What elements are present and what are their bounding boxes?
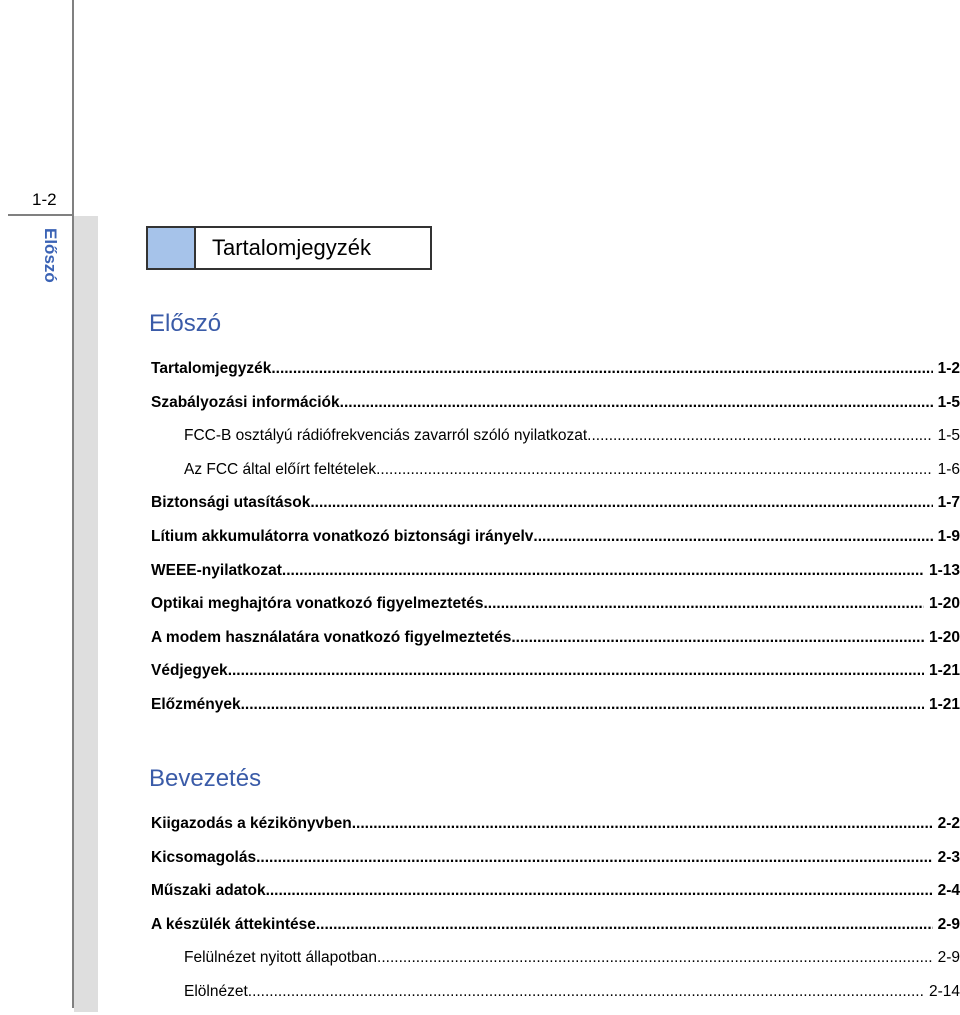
toc-leader-dots xyxy=(282,560,924,582)
toc-entry[interactable] xyxy=(151,880,960,902)
toc-entry[interactable] xyxy=(184,459,960,481)
toc-entry-page: 1-21 xyxy=(928,662,960,680)
toc-entry[interactable] xyxy=(151,627,960,649)
toc-entry[interactable] xyxy=(151,813,960,835)
toc-entry[interactable] xyxy=(151,660,960,682)
toc-entry[interactable] xyxy=(151,526,960,548)
section-heading-bevezetes: Bevezetés xyxy=(149,765,262,792)
toc-leader-dots xyxy=(248,981,924,1003)
toc-entry-page: 2-9 xyxy=(937,949,960,967)
toc-entry-page: 1-20 xyxy=(928,628,960,646)
toc-entry-label: Műszaki adatok xyxy=(151,882,266,900)
section-heading-eloszo: Előszó xyxy=(149,310,222,337)
toc-entry[interactable] xyxy=(184,981,960,1003)
side-tab-label: Előszó xyxy=(41,228,60,283)
toc-leader-dots xyxy=(511,627,924,649)
toc-entry-page: 1-13 xyxy=(928,561,960,579)
toc-leader-dots xyxy=(241,694,924,716)
toc-leader-dots xyxy=(310,492,932,514)
toc-leader-dots xyxy=(256,847,932,869)
toc-entry-label: Optikai meghajtóra vonatkozó figyelmeztetés xyxy=(151,595,484,613)
toc-entry[interactable] xyxy=(151,914,960,936)
toc-entry-label: WEEE-nyilatkozat xyxy=(151,561,282,579)
toc-leader-dots xyxy=(271,358,932,380)
toc-entry-page: 2-9 xyxy=(937,915,960,933)
toc-leader-dots xyxy=(316,914,933,936)
toc-entry-label: Védjegyek xyxy=(151,662,228,680)
toc-entry-page: 1-7 xyxy=(937,494,960,512)
toc-entry-page: 2-14 xyxy=(928,983,960,1000)
toc-entry-label: Kicsomagolás xyxy=(151,848,257,866)
toc-entry-label: FCC-B osztályú rádiófrekvenciás zavarról szóló nyilatkozat xyxy=(184,427,588,445)
toc-entry-page: 1-20 xyxy=(928,595,960,613)
toc-leader-dots xyxy=(352,813,933,835)
toc-entry[interactable] xyxy=(184,947,960,969)
toc-entry-page: 1-5 xyxy=(937,393,960,411)
toc-leader-dots xyxy=(483,593,923,615)
toc-title-box xyxy=(146,226,432,270)
toc-entry[interactable] xyxy=(151,593,960,615)
toc-entry-label: Kiigazodás a kézikönyvben xyxy=(151,815,352,832)
toc-entry[interactable] xyxy=(151,694,960,716)
toc-entry-page: 1-5 xyxy=(937,427,960,445)
toc-entry-label: Biztonsági utasítások xyxy=(151,494,311,512)
page-title: Tartalomjegyzék xyxy=(212,235,371,260)
toc-leader-dots xyxy=(377,947,933,969)
toc-entry-page: 2-4 xyxy=(937,882,960,900)
page-number: 1-2 xyxy=(32,190,57,209)
toc-leader-dots xyxy=(376,459,932,481)
toc-entry-label: A készülék áttekintése xyxy=(151,915,316,933)
toc-entry-page: 1-6 xyxy=(937,460,960,478)
toc-entry-page: 2-3 xyxy=(937,848,960,866)
toc-entry[interactable] xyxy=(151,847,960,869)
toc-entry[interactable] xyxy=(151,492,960,514)
page-number-rule xyxy=(8,214,74,216)
toc-entry-label: A modem használatára vonatkozó figyelmeztetés xyxy=(151,628,512,646)
toc-leader-dots xyxy=(266,880,933,902)
toc-entry-label: Felülnézet nyitott állapotban xyxy=(184,949,378,967)
toc-leader-dots xyxy=(533,526,932,548)
toc-entry-label: Elölnézet xyxy=(184,983,248,1000)
title-color-swatch xyxy=(148,228,196,268)
toc-entry-label: Előzmények xyxy=(151,696,241,713)
toc-leader-dots xyxy=(587,425,932,447)
toc-entry-page: 1-9 xyxy=(937,528,960,545)
toc-entry[interactable] xyxy=(151,358,960,380)
toc-entry[interactable] xyxy=(151,392,960,414)
toc-entry-page: 2-2 xyxy=(937,815,960,832)
toc-entry-label: Tartalomjegyzék xyxy=(151,360,272,377)
toc-entry[interactable] xyxy=(184,425,960,447)
toc-entry-page: 1-21 xyxy=(928,696,960,713)
toc-entry-page: 1-2 xyxy=(937,360,960,377)
toc-entry-label: Szabályozási információk xyxy=(151,393,340,411)
toc-entry[interactable] xyxy=(151,560,960,582)
toc-entry-label: Lítium akkumulátorra vonatkozó biztonsági irányelv xyxy=(151,528,534,545)
side-bar xyxy=(74,216,98,1012)
toc-leader-dots xyxy=(228,660,924,682)
toc-entry-label: Az FCC által előírt feltételek xyxy=(184,460,377,478)
toc-leader-dots xyxy=(340,392,933,414)
